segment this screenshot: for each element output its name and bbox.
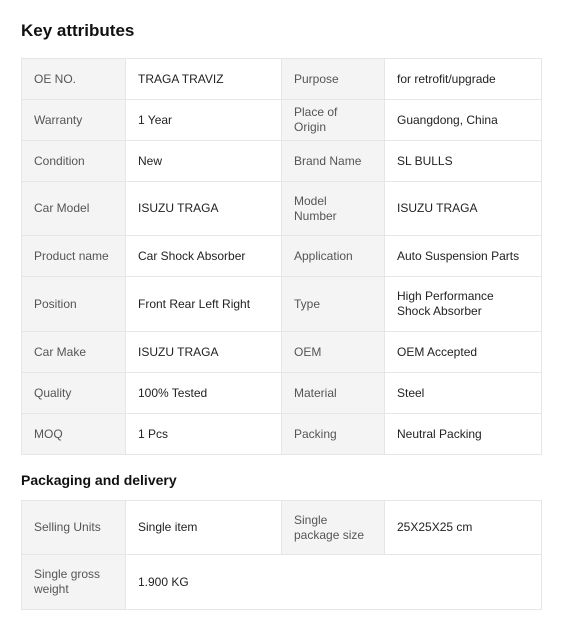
attr-key: Selling Units (22, 501, 126, 555)
attr-value: for retrofit/upgrade (385, 59, 542, 100)
attr-value: ISUZU TRAGA (126, 182, 282, 236)
key-attributes-table (21, 58, 542, 455)
attr-value: Single item (126, 501, 282, 555)
packaging-table (21, 500, 542, 610)
attr-value: 1.900 KG (126, 555, 542, 610)
table-row (22, 277, 542, 332)
attr-key: Model Number (282, 182, 385, 236)
attr-key: Application (282, 236, 385, 277)
attr-value: 1 Pcs (126, 414, 282, 455)
attr-key: Warranty (22, 100, 126, 141)
packaging-title: Packaging and delivery (21, 472, 177, 488)
table-row (22, 141, 542, 182)
attr-value: SL BULLS (385, 141, 542, 182)
key-attributes-title: Key attributes (21, 21, 135, 40)
table-row (22, 100, 542, 141)
attr-key: Type (282, 277, 385, 332)
attr-value: OEM Accepted (385, 332, 542, 373)
attr-value: 1 Year (126, 100, 282, 141)
table-row (22, 555, 542, 610)
attr-key: Position (22, 277, 126, 332)
attr-key: Single gross weight (22, 555, 126, 610)
attr-key: Condition (22, 141, 126, 182)
table-row (22, 414, 542, 455)
attr-value: Steel (385, 373, 542, 414)
table-row (22, 332, 542, 373)
table-row (22, 501, 542, 555)
attr-value: ISUZU TRAGA (126, 332, 282, 373)
attr-value: Guangdong, China (385, 100, 542, 141)
attr-value: TRAGA TRAVIZ (126, 59, 282, 100)
attr-key: OEM (282, 332, 385, 373)
attr-key: Single package size (282, 501, 385, 555)
attr-key: Product name (22, 236, 126, 277)
attr-key: OE NO. (22, 59, 126, 100)
attr-value: ISUZU TRAGA (385, 182, 542, 236)
attr-key: Car Make (22, 332, 126, 373)
attr-value: High Performance Shock Absorber (385, 277, 542, 332)
attr-value: 25X25X25 cm (385, 501, 542, 555)
attr-key: MOQ (22, 414, 126, 455)
attr-key: Purpose (282, 59, 385, 100)
table-row (22, 182, 542, 236)
attr-value: New (126, 141, 282, 182)
attr-value: Neutral Packing (385, 414, 542, 455)
table-row (22, 236, 542, 277)
attr-value: 100% Tested (126, 373, 282, 414)
attr-key: Place of Origin (282, 100, 385, 141)
attr-value: Auto Suspension Parts (385, 236, 542, 277)
attr-key: Car Model (22, 182, 126, 236)
attr-key: Brand Name (282, 141, 385, 182)
table-row (22, 373, 542, 414)
attr-key: Quality (22, 373, 126, 414)
attr-key: Material (282, 373, 385, 414)
attr-value: Car Shock Absorber (126, 236, 282, 277)
attr-key: Packing (282, 414, 385, 455)
attr-value: Front Rear Left Right (126, 277, 282, 332)
table-row (22, 59, 542, 100)
